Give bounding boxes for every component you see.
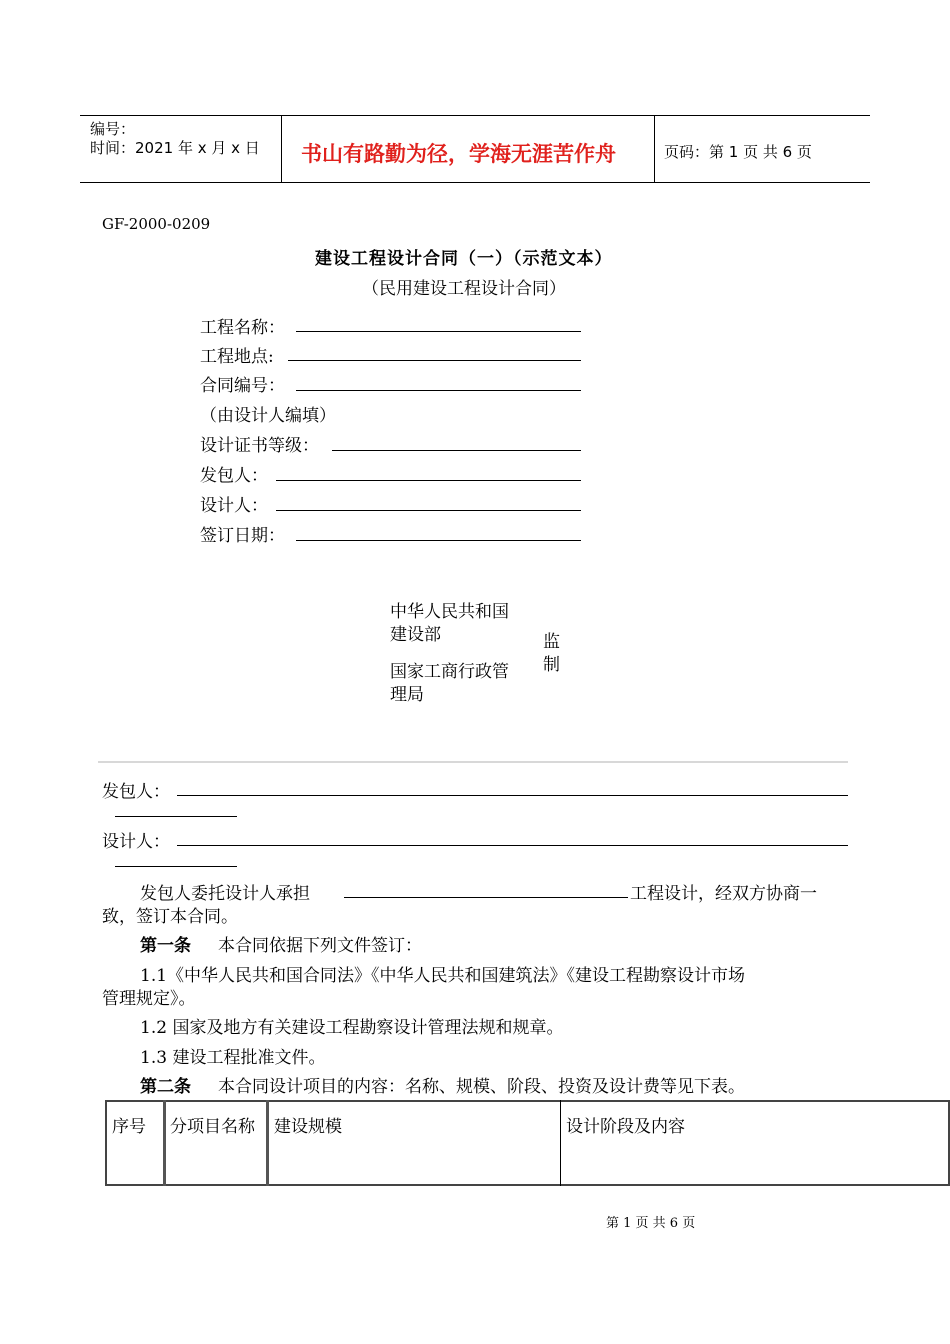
field-contract-number-blank[interactable] (296, 390, 581, 391)
header-number-label: 编号： (90, 120, 136, 138)
party-designer-label: 设计人： (102, 832, 170, 852)
field-certificate-grade-label: 设计证书等级： (200, 436, 319, 456)
table-header-item-name: 分项目名称 (170, 1117, 255, 1137)
document-code: GF-2000-0209 (102, 215, 211, 233)
supervise-char-1: 监 (543, 632, 560, 652)
party-designer-blank[interactable] (177, 845, 848, 846)
article2-heading: 第二条 (140, 1077, 191, 1097)
clause-1-1-line2: 管理规定》。 (102, 989, 196, 1009)
party-employer-blank[interactable] (177, 795, 848, 796)
document-title: 建设工程设计合同（一）（示范文本） (315, 249, 613, 269)
header-top-rule (80, 115, 870, 116)
issuer-saic-line1: 国家工商行政管 (390, 662, 509, 682)
party-employer-label: 发包人： (102, 782, 170, 802)
intro-text-a: 发包人委托设计人承担 (140, 884, 310, 904)
article1-text: 本合同依据下列文件签订： (218, 936, 422, 956)
field-designer-label: 设计人： (200, 496, 268, 516)
intro-project-blank[interactable] (344, 897, 628, 898)
section-separator (98, 761, 848, 763)
intro-text-b: 工程设计，经双方协商一 (630, 884, 817, 904)
article1-heading: 第一条 (140, 936, 191, 956)
field-certificate-grade-blank[interactable] (332, 450, 581, 451)
header-time-label: 时间：2021 年 x 月 x 日 (90, 139, 260, 157)
header-divider-right (654, 115, 655, 183)
field-project-name-blank[interactable] (296, 331, 581, 332)
issuer-ministry-line2: 建设部 (390, 625, 441, 645)
party-designer-blank-cont[interactable] (115, 866, 237, 867)
issuer-saic-line2: 理局 (390, 685, 424, 705)
header-page-info: 页码：第 1 页 共 6 页 (664, 143, 812, 161)
field-project-location-blank[interactable] (288, 360, 581, 361)
header-bottom-rule (80, 182, 870, 183)
table-header-design-stage: 设计阶段及内容 (566, 1117, 685, 1137)
field-sign-date-label: 签订日期： (200, 526, 285, 546)
field-employer-label: 发包人： (200, 466, 268, 486)
field-employer-blank[interactable] (276, 480, 581, 481)
document-subtitle: （民用建设工程设计合同） (362, 279, 566, 299)
issuer-ministry-line1: 中华人民共和国 (390, 602, 509, 622)
table-header-index: 序号 (112, 1117, 146, 1137)
page-footer: 第 1 页 共 6 页 (606, 1216, 696, 1231)
intro-text-c: 致，签订本合同。 (102, 907, 238, 927)
table-col-divider-3 (560, 1100, 561, 1186)
header-divider-left (281, 115, 282, 183)
field-project-name-label: 工程名称： (200, 318, 285, 338)
clause-1-3: 1.3 建设工程批准文件。 (140, 1048, 326, 1068)
clause-1-1-line1: 1.1《中华人民共和国合同法》《中华人民共和国建筑法》《建设工程勘察设计市场 (140, 966, 746, 986)
party-employer-blank-cont[interactable] (115, 816, 237, 817)
field-project-location-label: 工程地点: (200, 347, 274, 367)
field-contract-number-note: （由设计人编填） (200, 406, 336, 426)
table-header-scale: 建设规模 (274, 1117, 342, 1137)
field-contract-number-label: 合同编号： (200, 376, 285, 396)
table-col-divider-2 (266, 1100, 269, 1186)
supervise-char-2: 制 (543, 655, 560, 675)
table-col-divider-1 (163, 1100, 166, 1186)
field-designer-blank[interactable] (276, 510, 581, 511)
field-sign-date-blank[interactable] (296, 540, 581, 541)
clause-1-2: 1.2 国家及地方有关建设工程勘察设计管理法规和规章。 (140, 1018, 564, 1038)
header-slogan: 书山有路勤为径，学海无涯苦作舟 (301, 142, 616, 166)
article2-text: 本合同设计项目的内容：名称、规模、阶段、投资及设计费等见下表。 (218, 1077, 745, 1097)
